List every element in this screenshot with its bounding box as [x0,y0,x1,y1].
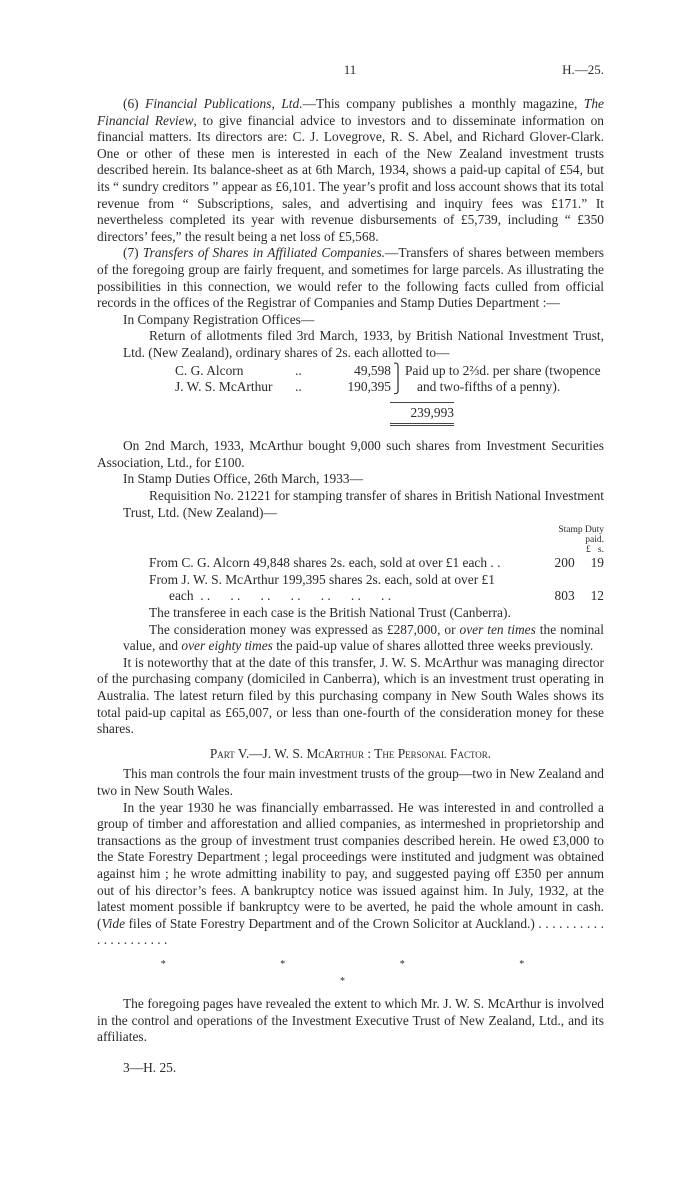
stamp-duty-label: Stamp Duty [558,525,604,536]
transfer-text: From J. W. S. McArthur 199,395 shares 2s. each, sold at over £1 [149,571,495,587]
emphasis: over eighty times [181,638,273,654]
emphasis: Vide [101,915,126,931]
page-number: 11 [343,62,357,77]
paragraph-number: (7) [123,245,143,261]
section-stars: * * * * * [160,958,581,987]
requisition-text: Requisition No. 21221 for stamping transfer of shares in British National Investment Trust, Ltd. (New Zealand)— [123,488,604,520]
share-count: 49,598 [354,362,391,378]
paragraph-text: In the year 1930 he was financially embarrassed. He was interested in and controlled a group of timber and afforestation and allied companies, as intermeshed in proprietorship and transactions as the group of investment trust companies described herein. He owed £3,000 to the State Forestry Department ; legal proceedings were instituted and judgment was obtained against him ; he wrote admitting inability to pay, and suggested paying off £350 per annum out of his director’s fees. A bankruptcy notice was issued against him. In July, 1932, at the latest moment possible if bankruptcy were to be averted, he paid the whole amount in cash. ( [97,799,604,931]
emphasis: over ten times [459,621,536,637]
registration-office-label: In Company Registration Offices— [123,311,315,327]
paragraph-text: , to give financial advice to investors and to disseminate information on financial matters. Its directors are: C. J. Lovegrove, R. S. Abel, and Richard Glover-Clark. One or other of these men is interested in each of the New Zealand investment trusts described herein. Its balance-sheet as at 6th March, 1934, shows a paid-up capital of £54, but its “ sundry creditors ” appear as £6,101. The year’s profit and loss account shows that its total revenue from “ Subscriptions, sales, and advertising and inquiry fees was £171.” It nevertheless completed its year with revenue disbursements of £5,739, including “ £350 directors’ fees,” the result being a net loss of £5,568. [97,112,604,244]
leader-dots: .. [295,379,302,395]
paragraph-text: —Transfers of shares between members of the foregoing group are fairly frequent, and sometimes for large parcels. As illustrating the possibilities in this connection, we would refer to the following facts culled from official records in the offices of the Registrar of Companies and Stamp Duties Department :— [97,245,605,311]
transfer-row [149,555,604,572]
transfer-list [97,555,604,605]
controls-paragraph: This man controls the four main investment trusts of the group—two in New Zealand and two in New South Wales. [97,766,604,798]
allotment-note: and two-fifths of a penny). [417,379,561,395]
allotment-note: Paid up to 2⅔d. per share (twopence [405,362,601,378]
foregoing-paragraph: The foregoing pages have revealed the extent to which Mr. J. W. S. McArthur is involved in the control and operations of the Investment Executive Trust of New Zealand, Ltd., and its affiliates. [97,996,604,1045]
paragraph-number: (6) [123,96,146,111]
duty-shillings: 19 [590,555,604,571]
consideration-text [97,622,604,655]
noteworthy-paragraph: It is noteworthy that at the date of this transfer, J. W. S. McArthur was managing director of the purchasing company (domiciled in Canberra), which is an investment trust operating in Australia. The latest return filed by this purchasing company in New South Wales shows its total paid-up capital as £65,007, or less than one-fourth of the consideration money for these shares. [97,654,604,737]
paragraph-text: files of State Forestry Department and of the Crown Solicitor at Auckland.) [125,915,535,931]
paragraph-title: Transfers of Shares in Affiliated Companies. [142,245,386,261]
paragraph-text: the nominal value, and [123,621,604,654]
stamp-duty-label: paid. [585,535,604,546]
allotment-return-text: Return of allotments filed 3rd March, 1933, by British National Investment Trust, Ltd. (New Zealand), ordinary shares of 2s. each allotted to— [123,328,604,360]
duty-pounds: 200 [554,555,575,571]
paragraph-financial-publications [97,96,604,245]
magazine-title: The Financial Review [97,96,604,128]
leader-dots: .. [295,362,302,378]
paragraph-text: The consideration money was expressed as £287,000, or [149,621,460,637]
allotment-total: 239,993 [390,402,454,422]
leader-dots: . . . . . . . . . . . . . . . . . . . . . [97,915,604,948]
transfer-text: each . . . . . . . . . . . . . . [169,588,392,604]
year-1930-paragraph [97,800,604,949]
stamp-duty-units: £ s. [586,545,604,556]
brace-top: ⎫ [392,362,404,378]
brace-bottom: ⎭ [392,379,404,395]
document-body [97,96,604,1076]
share-count: 190,395 [347,379,391,395]
transferee-text: The transferee in each case is the British National Trust (Canberra). [149,605,511,621]
transfer-row [149,572,604,605]
document-reference: H.—25. [562,62,604,77]
allottee-name: C. G. Alcorn [175,362,244,378]
paragraph-title: Financial Publications, Ltd. [145,96,303,111]
paragraph-transfers [97,245,604,311]
allotment-table [97,363,604,429]
stamp-duty-heading [97,525,604,555]
part-heading: Part V.—J. W. S. McArthur : The Personal Factor. [209,745,492,761]
allotment-row [175,363,604,380]
transfer-text: From C. G. Alcorn 49,848 shares 2s. each, sold at over £1 each . . [149,555,501,571]
stamp-office-label: In Stamp Duties Office, 26th March, 1933— [123,471,363,487]
paragraph-text: the paid-up value of shares allotted three weeks previously. [272,638,594,654]
allottee-name: J. W. S. McArthur [175,379,273,395]
mcarthur-purchase: On 2nd March, 1933, McArthur bought 9,000 such shares from Investment Securities Association, Ltd., for £100. [97,438,604,470]
duty-pounds: 803 [554,588,575,604]
allotment-row [175,379,604,396]
total-double-rule [390,423,454,428]
paragraph-text: —This company publishes a monthly magazine, [302,96,584,111]
duty-shillings: 12 [590,588,604,604]
footer-signature: 3—H. 25. [123,1059,177,1075]
